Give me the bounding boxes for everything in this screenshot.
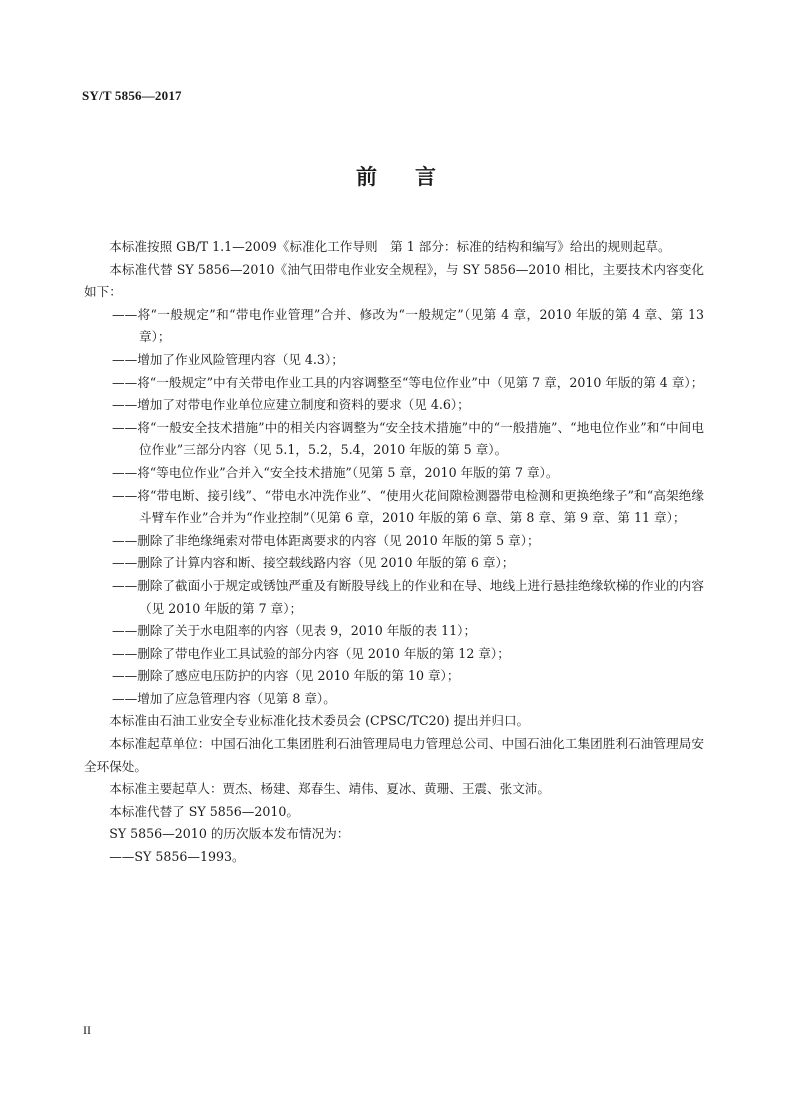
paragraph-replacement-summary: 本标准代替 SY 5856—2010《油气田带电作业安全规程》，与 SY 5856—2010 相比，主要技术内容变化如下： bbox=[84, 261, 704, 300]
paragraph-drafters: 本标准主要起草人：贾杰、杨建、郑春生、靖伟、夏冰、黄珊、王震、张文沛。 bbox=[109, 781, 550, 797]
paragraph-replaces: 本标准代替了 SY 5856—2010。 bbox=[109, 803, 299, 819]
change-item: ——增加了应急管理内容（见第 8 章）。 bbox=[112, 690, 336, 706]
history-item: ——SY 5856—1993。 bbox=[109, 849, 245, 865]
title-char-2: 言 bbox=[415, 165, 436, 189]
change-item: ——将“一般安全技术措施”中的相关内容调整为“安全技术措施”中的“一般措施”、“地电位作业”和“中间电位作业”三部分内容（见 5.1，5.2，5.4，2010 年版的第 5 章）。 bbox=[112, 419, 704, 458]
paragraph-drafting-units: 本标准起草单位：中国石油化工集团胜利石油管理局电力管理总公司、中国石油化工集团胜利石油管理局安全环保处。 bbox=[84, 736, 704, 774]
page-number: II bbox=[83, 1023, 91, 1037]
change-item: ——增加了作业风险管理内容（见 4.3）； bbox=[112, 351, 344, 367]
paragraph-version-history: SY 5856—2010 的历次版本发布情况为： bbox=[109, 826, 350, 842]
change-item: ——删除了非绝缘绳索对带电体距离要求的内容（见 2010 年版的第 5 章）； bbox=[112, 532, 540, 548]
change-item: ——删除了截面小于规定或锈蚀严重及有断股导线上的作业和在导、地线上进行悬挂绝缘软梯的作业的内容（见 2010 年版的第 7 章）； bbox=[112, 577, 704, 616]
change-item: ——增加了对带电作业单位应建立制度和资料的要求（见 4.6）； bbox=[112, 397, 470, 413]
change-item: ——删除了带电作业工具试验的部分内容（见 2010 年版的第 12 章）； bbox=[112, 645, 510, 661]
change-item: ——将“一般规定”中有关带电作业工具的内容调整至“等电位作业”中（见第 7 章，2010 年版的第 4 章）； bbox=[112, 374, 704, 390]
change-item: ——将“等电位作业”合并入“安全技术措施”（见第 5 章，2010 年版的第 7 章）。 bbox=[112, 464, 559, 480]
title-char-1: 前 bbox=[356, 165, 377, 189]
page-title bbox=[0, 161, 792, 191]
paragraph-proposing-committee: 本标准由石油工业安全专业标准化技术委员会 (CPSC/TC20) 提出并归口。 bbox=[109, 713, 530, 729]
change-item: ——删除了计算内容和断、接空载线路内容（见 2010 年版的第 6 章）； bbox=[112, 555, 515, 571]
change-item: ——删除了关于水电阻率的内容（见表 9，2010 年版的表 11）； bbox=[112, 623, 477, 639]
standard-code-header: SY/T 5856—2017 bbox=[82, 88, 182, 103]
change-item: ——将“带电断、接引线”、“带电水冲洗作业”、“使用火花间隙检测器带电检测和更换绝缘子”和“高架绝缘斗臂车作业”合并为“作业控制”（见第 6 章，2010 年版的第 6 章、第 8 章、第 9 章、第 11 章）； bbox=[112, 487, 704, 526]
foreword-body bbox=[84, 236, 704, 869]
change-item: ——删除了感应电压防护的内容（见 2010 年版的第 10 章）； bbox=[112, 668, 460, 684]
change-item: ——将“一般规定”和“带电作业管理”合并、修改为“一般规定”（见第 4 章，2010 年版的第 4 章、第 13 章）； bbox=[112, 306, 704, 345]
paragraph-drafting-rules: 本标准按照 GB/T 1.1—2009《标准化工作导则 第 1 部分：标准的结构和编写》给出的规则起草。 bbox=[109, 239, 671, 254]
